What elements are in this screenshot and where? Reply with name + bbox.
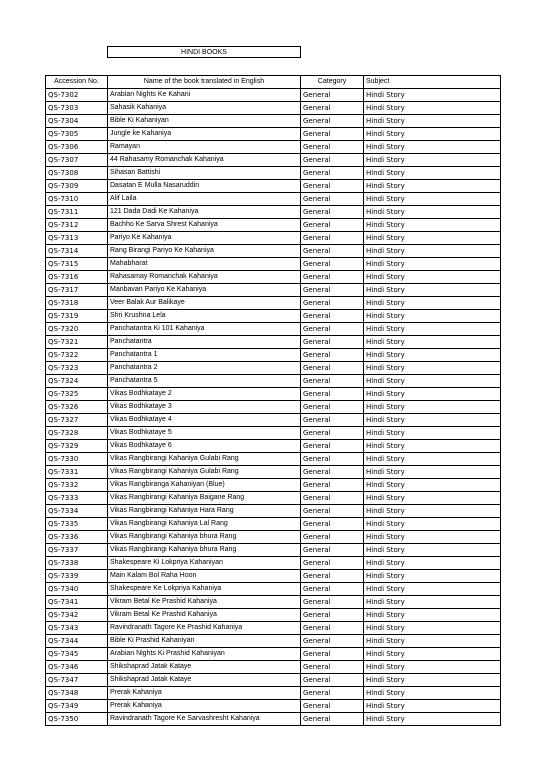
table-row — [46, 570, 501, 583]
book-name-cell: Shri Krushna Lela — [108, 310, 301, 323]
subject-cell: Hindi Story — [364, 674, 501, 687]
subject-cell: Hindi Story — [364, 102, 501, 115]
accession-cell: QS-7345 — [46, 648, 108, 661]
category-cell: General — [301, 284, 364, 297]
subject-cell: Hindi Story — [364, 427, 501, 440]
subject-cell: Hindi Story — [364, 128, 501, 141]
page-title: HINDI BOOKS — [107, 46, 301, 58]
table-row — [46, 362, 501, 375]
subject-cell: Hindi Story — [364, 258, 501, 271]
accession-cell: QS-7304 — [46, 115, 108, 128]
table-row — [46, 453, 501, 466]
table-row — [46, 167, 501, 180]
accession-cell: QS-7343 — [46, 622, 108, 635]
accession-cell: QS-7323 — [46, 362, 108, 375]
book-name-cell: Pariyo Ke Kahaniya — [108, 232, 301, 245]
subject-cell: Hindi Story — [364, 115, 501, 128]
category-cell: General — [301, 310, 364, 323]
book-name-cell: Vikas Rangbirangi Kahaniya Hara Rang — [108, 505, 301, 518]
table-row — [46, 271, 501, 284]
accession-cell: QS-7314 — [46, 245, 108, 258]
accession-cell: QS-7335 — [46, 518, 108, 531]
table-row — [46, 492, 501, 505]
subject-cell: Hindi Story — [364, 401, 501, 414]
table-body — [46, 89, 501, 726]
subject-cell: Hindi Story — [364, 167, 501, 180]
accession-cell: QS-7344 — [46, 635, 108, 648]
category-cell: General — [301, 167, 364, 180]
category-cell: General — [301, 674, 364, 687]
category-cell: General — [301, 427, 364, 440]
category-cell: General — [301, 258, 364, 271]
subject-cell: Hindi Story — [364, 583, 501, 596]
subject-cell: Hindi Story — [364, 206, 501, 219]
accession-cell: QS-7341 — [46, 596, 108, 609]
subject-cell: Hindi Story — [364, 375, 501, 388]
book-name-cell: Main Kalam Bol Raha Hoon — [108, 570, 301, 583]
table-row — [46, 596, 501, 609]
table-row — [46, 297, 501, 310]
category-cell: General — [301, 557, 364, 570]
book-name-cell: Vikas Rangbirangi Kahaniya bhura Rang — [108, 531, 301, 544]
book-name-cell: Sihasan Battishi — [108, 167, 301, 180]
book-name-cell: 121 Dada Dadi Ke Kahaniya — [108, 206, 301, 219]
table-row — [46, 232, 501, 245]
category-cell: General — [301, 479, 364, 492]
subject-cell: Hindi Story — [364, 453, 501, 466]
table-header-row — [46, 76, 501, 89]
book-name-cell: Vikas Bodhkataye 2 — [108, 388, 301, 401]
category-cell: General — [301, 687, 364, 700]
accession-cell: QS-7307 — [46, 154, 108, 167]
subject-cell: Hindi Story — [364, 635, 501, 648]
book-name-cell: Prerak Kahaniya — [108, 687, 301, 700]
table-row — [46, 141, 501, 154]
category-cell: General — [301, 622, 364, 635]
accession-cell: QS-7313 — [46, 232, 108, 245]
book-name-cell: Alif Laila — [108, 193, 301, 206]
subject-cell: Hindi Story — [364, 349, 501, 362]
table-row — [46, 336, 501, 349]
category-cell: General — [301, 297, 364, 310]
accession-cell: QS-7303 — [46, 102, 108, 115]
subject-cell: Hindi Story — [364, 388, 501, 401]
accession-cell: QS-7346 — [46, 661, 108, 674]
category-cell: General — [301, 336, 364, 349]
category-cell: General — [301, 635, 364, 648]
table-row — [46, 284, 501, 297]
subject-cell: Hindi Story — [364, 245, 501, 258]
category-cell: General — [301, 245, 364, 258]
table-row — [46, 219, 501, 232]
subject-cell: Hindi Story — [364, 570, 501, 583]
category-cell: General — [301, 89, 364, 102]
book-name-cell: Arabian Nights Ke Kahani — [108, 89, 301, 102]
category-cell: General — [301, 700, 364, 713]
category-cell: General — [301, 661, 364, 674]
book-name-cell: Panchatantra — [108, 336, 301, 349]
accession-cell: QS-7332 — [46, 479, 108, 492]
table-row — [46, 180, 501, 193]
table-row — [46, 154, 501, 167]
subject-cell: Hindi Story — [364, 310, 501, 323]
category-cell: General — [301, 466, 364, 479]
accession-cell: QS-7336 — [46, 531, 108, 544]
book-name-cell: Shakespeare Ki Lokpriya Kahaniyan — [108, 557, 301, 570]
table-row — [46, 531, 501, 544]
table-row — [46, 544, 501, 557]
subject-cell: Hindi Story — [364, 466, 501, 479]
subject-cell: Hindi Story — [364, 518, 501, 531]
subject-cell: Hindi Story — [364, 622, 501, 635]
book-name-cell: Panchatantra 5 — [108, 375, 301, 388]
table-row — [46, 115, 501, 128]
book-name-cell: Bachho Ke Sarva Shrest Kahaniya — [108, 219, 301, 232]
book-name-cell: Panchatantra 2 — [108, 362, 301, 375]
subject-cell: Hindi Story — [364, 557, 501, 570]
accession-cell: QS-7331 — [46, 466, 108, 479]
accession-cell: QS-7320 — [46, 323, 108, 336]
category-cell: General — [301, 193, 364, 206]
subject-cell: Hindi Story — [364, 648, 501, 661]
subject-cell: Hindi Story — [364, 362, 501, 375]
book-name-cell: Vikram Betal Ke Prashid Kahaniya — [108, 609, 301, 622]
accession-cell: QS-7327 — [46, 414, 108, 427]
book-name-cell: Veer Balak Aur Balikaye — [108, 297, 301, 310]
subject-cell: Hindi Story — [364, 284, 501, 297]
subject-cell: Hindi Story — [364, 336, 501, 349]
accession-cell: QS-7349 — [46, 700, 108, 713]
table-row — [46, 661, 501, 674]
book-name-cell: 44 Rahasamy Romanchak Kahaniya — [108, 154, 301, 167]
accession-cell: QS-7347 — [46, 674, 108, 687]
subject-cell: Hindi Story — [364, 180, 501, 193]
book-name-cell: Mahabharat — [108, 258, 301, 271]
book-name-cell: Dasatan E Mulla Nasaruddin — [108, 180, 301, 193]
table-row — [46, 102, 501, 115]
accession-cell: QS-7348 — [46, 687, 108, 700]
accession-cell: QS-7326 — [46, 401, 108, 414]
subject-cell: Hindi Story — [364, 687, 501, 700]
subject-cell: Hindi Story — [364, 479, 501, 492]
accession-header: Accession No. — [46, 76, 108, 89]
book-name-cell: Ramayan — [108, 141, 301, 154]
accession-cell: QS-7305 — [46, 128, 108, 141]
subject-cell: Hindi Story — [364, 232, 501, 245]
category-cell: General — [301, 414, 364, 427]
category-cell: General — [301, 596, 364, 609]
table-row — [46, 700, 501, 713]
category-cell: General — [301, 531, 364, 544]
book-name-cell: Prerak Kahaniya — [108, 700, 301, 713]
category-cell: General — [301, 349, 364, 362]
subject-cell: Hindi Story — [364, 531, 501, 544]
accession-cell: QS-7334 — [46, 505, 108, 518]
category-cell: General — [301, 180, 364, 193]
table-row — [46, 349, 501, 362]
table-row — [46, 505, 501, 518]
subject-cell: Hindi Story — [364, 141, 501, 154]
table-row — [46, 466, 501, 479]
category-cell: General — [301, 154, 364, 167]
category-cell: General — [301, 544, 364, 557]
table-row — [46, 128, 501, 141]
book-name-cell: Panchatantra Ki 101 Kahaniya — [108, 323, 301, 336]
subject-cell: Hindi Story — [364, 661, 501, 674]
subject-cell: Hindi Story — [364, 596, 501, 609]
table-row — [46, 427, 501, 440]
category-header: Category — [301, 76, 364, 89]
table-row — [46, 206, 501, 219]
subject-cell: Hindi Story — [364, 505, 501, 518]
table-row — [46, 401, 501, 414]
category-cell: General — [301, 128, 364, 141]
accession-cell: QS-7317 — [46, 284, 108, 297]
category-cell: General — [301, 388, 364, 401]
book-name-cell: Vikas Rangbirangi Kahaniya Lal Rang — [108, 518, 301, 531]
accession-cell: QS-7329 — [46, 440, 108, 453]
table-row — [46, 635, 501, 648]
accession-cell: QS-7340 — [46, 583, 108, 596]
category-cell: General — [301, 102, 364, 115]
category-cell: General — [301, 271, 364, 284]
table-row — [46, 245, 501, 258]
book-name-cell: Manbavan Pariyo Ke Kahaniya — [108, 284, 301, 297]
table-row — [46, 687, 501, 700]
accession-cell: QS-7324 — [46, 375, 108, 388]
category-cell: General — [301, 570, 364, 583]
accession-cell: QS-7321 — [46, 336, 108, 349]
book-name-cell: Bible Ki Prashid Kahaniyan — [108, 635, 301, 648]
book-name-cell: Rahasamay Romanchak Kahaniya — [108, 271, 301, 284]
subject-cell: Hindi Story — [364, 414, 501, 427]
table-row — [46, 89, 501, 102]
table-row — [46, 258, 501, 271]
table-row — [46, 648, 501, 661]
book-name-cell: Vikas Bodhkataye 3 — [108, 401, 301, 414]
subject-cell: Hindi Story — [364, 713, 501, 726]
book-name-cell: Bible Ki Kahaniyan — [108, 115, 301, 128]
subject-cell: Hindi Story — [364, 297, 501, 310]
subject-cell: Hindi Story — [364, 544, 501, 557]
subject-cell: Hindi Story — [364, 440, 501, 453]
table-row — [46, 310, 501, 323]
accession-cell: QS-7342 — [46, 609, 108, 622]
subject-cell: Hindi Story — [364, 609, 501, 622]
category-cell: General — [301, 219, 364, 232]
category-cell: General — [301, 401, 364, 414]
subject-cell: Hindi Story — [364, 193, 501, 206]
book-name-header: Name of the book translated in English — [108, 76, 301, 89]
book-name-cell: Vikas Rangbiranga Kahaniyan (Blue) — [108, 479, 301, 492]
book-name-cell: Jungle ke Kahaniya — [108, 128, 301, 141]
subject-cell: Hindi Story — [364, 89, 501, 102]
accession-cell: QS-7330 — [46, 453, 108, 466]
accession-cell: QS-7308 — [46, 167, 108, 180]
subject-cell: Hindi Story — [364, 271, 501, 284]
accession-cell: QS-7309 — [46, 180, 108, 193]
book-name-cell: Shikshaprad Jatak Kataye — [108, 661, 301, 674]
category-cell: General — [301, 362, 364, 375]
book-name-cell: Vikas Rangbirangi Kahaniya Gulabi Rang — [108, 453, 301, 466]
book-name-cell: Ravindranath Tagore Ke Sarvashresht Kahaniya — [108, 713, 301, 726]
category-cell: General — [301, 492, 364, 505]
category-cell: General — [301, 115, 364, 128]
accession-cell: QS-7310 — [46, 193, 108, 206]
subject-header: Subject — [364, 76, 501, 89]
subject-cell: Hindi Story — [364, 219, 501, 232]
subject-cell: Hindi Story — [364, 323, 501, 336]
table-row — [46, 518, 501, 531]
book-name-cell: Vikas Rangbirangi Kahaniya Gulabi Rang — [108, 466, 301, 479]
table-row — [46, 622, 501, 635]
book-name-cell: Sahasik Kahaniya — [108, 102, 301, 115]
category-cell: General — [301, 609, 364, 622]
table-row — [46, 557, 501, 570]
accession-cell: QS-7315 — [46, 258, 108, 271]
book-name-cell: Shikshaprad Jatak Kataye — [108, 674, 301, 687]
table-row — [46, 323, 501, 336]
book-name-cell: Vikas Bodhkataye 4 — [108, 414, 301, 427]
accession-cell: QS-7316 — [46, 271, 108, 284]
table-row — [46, 375, 501, 388]
category-cell: General — [301, 505, 364, 518]
accession-cell: QS-7312 — [46, 219, 108, 232]
accession-cell: QS-7337 — [46, 544, 108, 557]
category-cell: General — [301, 232, 364, 245]
accession-cell: QS-7306 — [46, 141, 108, 154]
category-cell: General — [301, 375, 364, 388]
category-cell: General — [301, 323, 364, 336]
book-name-cell: Vikas Bodhkataye 6 — [108, 440, 301, 453]
book-name-cell: Shakespeare Ke Lokpriya Kahaniya — [108, 583, 301, 596]
accession-cell: QS-7350 — [46, 713, 108, 726]
table-row — [46, 193, 501, 206]
accession-cell: QS-7322 — [46, 349, 108, 362]
book-name-cell: Panchatantra 1 — [108, 349, 301, 362]
category-cell: General — [301, 583, 364, 596]
accession-cell: QS-7325 — [46, 388, 108, 401]
table-row — [46, 440, 501, 453]
accession-cell: QS-7311 — [46, 206, 108, 219]
book-name-cell: Vikas Bodhkataye 5 — [108, 427, 301, 440]
category-cell: General — [301, 648, 364, 661]
table-row — [46, 479, 501, 492]
table-row — [46, 713, 501, 726]
table-row — [46, 674, 501, 687]
category-cell: General — [301, 141, 364, 154]
book-name-cell: Vikas Rangbirangi Kahaniya Baigane Rang — [108, 492, 301, 505]
accession-cell: QS-7302 — [46, 89, 108, 102]
category-cell: General — [301, 453, 364, 466]
subject-cell: Hindi Story — [364, 492, 501, 505]
category-cell: General — [301, 206, 364, 219]
book-name-cell: Vikas Rangbirangi Kahaniya bhura Rang — [108, 544, 301, 557]
table-row — [46, 583, 501, 596]
table-row — [46, 388, 501, 401]
book-name-cell: Arabian Nights Ki Prashid Kahaniyan — [108, 648, 301, 661]
book-name-cell: Vikram Betal Ke Prashid Kahaniya — [108, 596, 301, 609]
table-row — [46, 609, 501, 622]
category-cell: General — [301, 713, 364, 726]
category-cell: General — [301, 440, 364, 453]
book-name-cell: Ravindranath Tagore Ke Prashid Kahaniya — [108, 622, 301, 635]
accession-cell: QS-7328 — [46, 427, 108, 440]
category-cell: General — [301, 518, 364, 531]
accession-cell: QS-7338 — [46, 557, 108, 570]
table-row — [46, 414, 501, 427]
accession-cell: QS-7319 — [46, 310, 108, 323]
accession-cell: QS-7318 — [46, 297, 108, 310]
subject-cell: Hindi Story — [364, 700, 501, 713]
books-table — [45, 75, 501, 726]
book-name-cell: Rang Birangi Pariyo Ke Kahaniya — [108, 245, 301, 258]
accession-cell: QS-7339 — [46, 570, 108, 583]
subject-cell: Hindi Story — [364, 154, 501, 167]
accession-cell: QS-7333 — [46, 492, 108, 505]
